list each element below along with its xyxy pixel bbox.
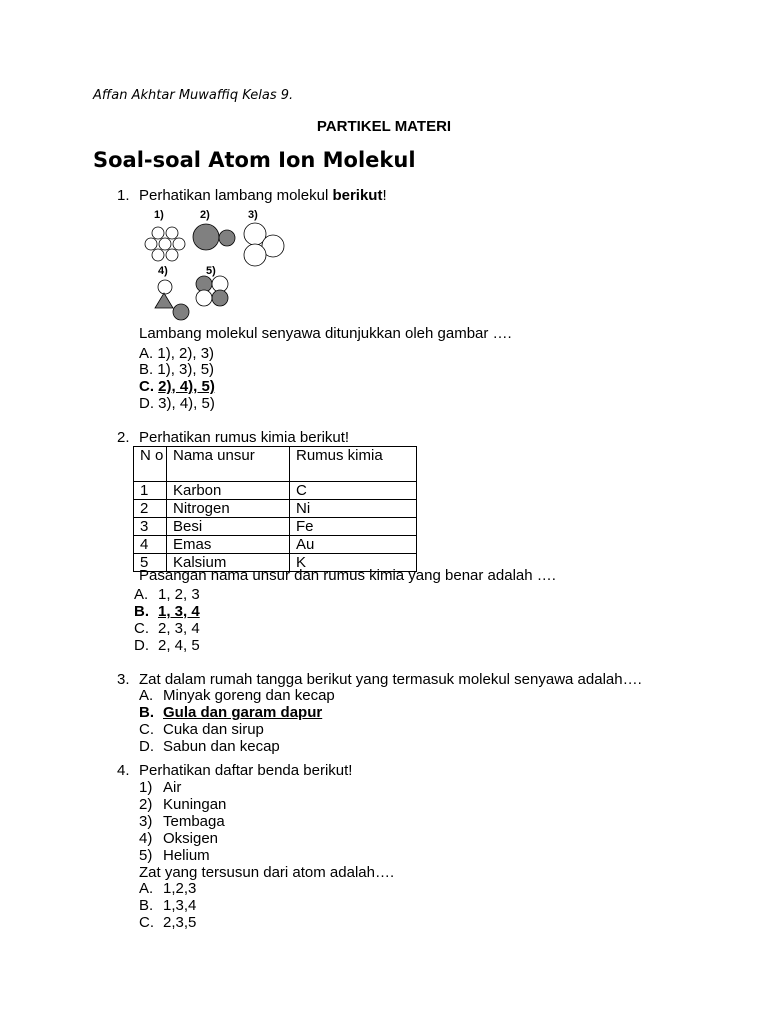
q2-text: Perhatikan rumus kimia berikut!: [139, 429, 350, 446]
molecule-figure: [140, 206, 300, 324]
q2-option-c[interactable]: C. 2, 3, 4: [134, 620, 200, 637]
q4-option-c[interactable]: C. 2,3,5: [139, 914, 197, 931]
q3-option-a[interactable]: A. Minyak goreng dan kecap: [139, 687, 335, 704]
q1-number: 1.: [117, 187, 130, 204]
molecule-5: [196, 276, 228, 306]
q4-number: 4.: [117, 762, 130, 779]
q1-option-c[interactable]: C. 2), 4), 5): [139, 378, 215, 395]
table-row: 1 Karbon C: [134, 482, 417, 500]
q1-text-suffix: !: [382, 187, 387, 204]
q4-text: Perhatikan daftar benda berikut!: [139, 762, 353, 779]
q1-option-a[interactable]: A. 1), 2), 3): [139, 345, 215, 362]
list-item: 3) Tembaga: [139, 813, 225, 830]
table-header-cell: Rumus kimia: [290, 447, 417, 482]
q2-number: 2.: [117, 429, 130, 446]
mol-label-1: 1): [154, 209, 164, 221]
q1-option-d[interactable]: D. 3), 4), 5): [139, 395, 215, 412]
section-title: PARTIKEL MATERI: [316, 118, 452, 135]
q2-stem: Pasangan nama unsur dan rumus kimia yang benar adalah ….: [139, 567, 556, 584]
q3-option-d[interactable]: D. Sabun dan kecap: [139, 738, 280, 755]
q3-number: 3.: [117, 671, 130, 688]
mol-label-2: 2): [200, 209, 210, 221]
list-item: 4) Oksigen: [139, 830, 219, 847]
table-row: 4 Emas Au: [134, 536, 417, 554]
q2-option-a[interactable]: A. 1, 2, 3: [134, 586, 200, 603]
molecule-1: [145, 227, 185, 261]
q1-text-bold: berikut: [332, 187, 383, 204]
q2-option-b[interactable]: B. 1, 3, 4: [134, 603, 200, 620]
table-row: 2 Nitrogen Ni: [134, 500, 417, 518]
q4-option-b[interactable]: B. 1,3,4: [139, 897, 197, 914]
molecule-3: [244, 223, 284, 266]
q3-option-b[interactable]: B. Gula dan garam dapur: [139, 704, 323, 721]
q1-stem: Lambang molekul senyawa ditunjukkan oleh gambar ….: [139, 325, 512, 342]
q4-stem: Zat yang tersusun dari atom adalah….: [139, 864, 395, 881]
q1-option-b[interactable]: B. 1), 3), 5): [139, 361, 215, 378]
main-title: Soal-soal Atom Ion Molekul: [93, 148, 416, 172]
q3-text: Zat dalam rumah tangga berikut yang termasuk molekul senyawa adalah….: [139, 671, 642, 688]
q1-text: [139, 187, 387, 204]
author-line: Affan Akhtar Muwaffiq Kelas 9.: [93, 88, 294, 103]
list-item: 5) Helium: [139, 847, 210, 864]
mol-label-3: 3): [248, 209, 258, 221]
table-row: 3 Besi Fe: [134, 518, 417, 536]
table-header-cell: N o: [134, 447, 167, 482]
q2-option-d[interactable]: D. 2, 4, 5: [134, 637, 200, 654]
molecule-2: [193, 224, 235, 250]
q4-option-a[interactable]: A. 1,2,3: [139, 880, 197, 897]
list-item: 1) Air: [139, 779, 182, 796]
molecule-4: [155, 280, 189, 320]
table-row: 5 Kalsium K: [134, 554, 417, 572]
list-item: 2) Kuningan: [139, 796, 227, 813]
mol-label-4: 4): [158, 265, 168, 277]
element-table: [133, 446, 417, 572]
table-header-row: [134, 447, 417, 482]
mol-label-5: 5): [206, 265, 216, 277]
q3-option-c[interactable]: C. Cuka dan sirup: [139, 721, 264, 738]
table-header-cell: Nama unsur: [167, 447, 290, 482]
q1-text-prefix: Perhatikan lambang molekul: [139, 187, 333, 204]
